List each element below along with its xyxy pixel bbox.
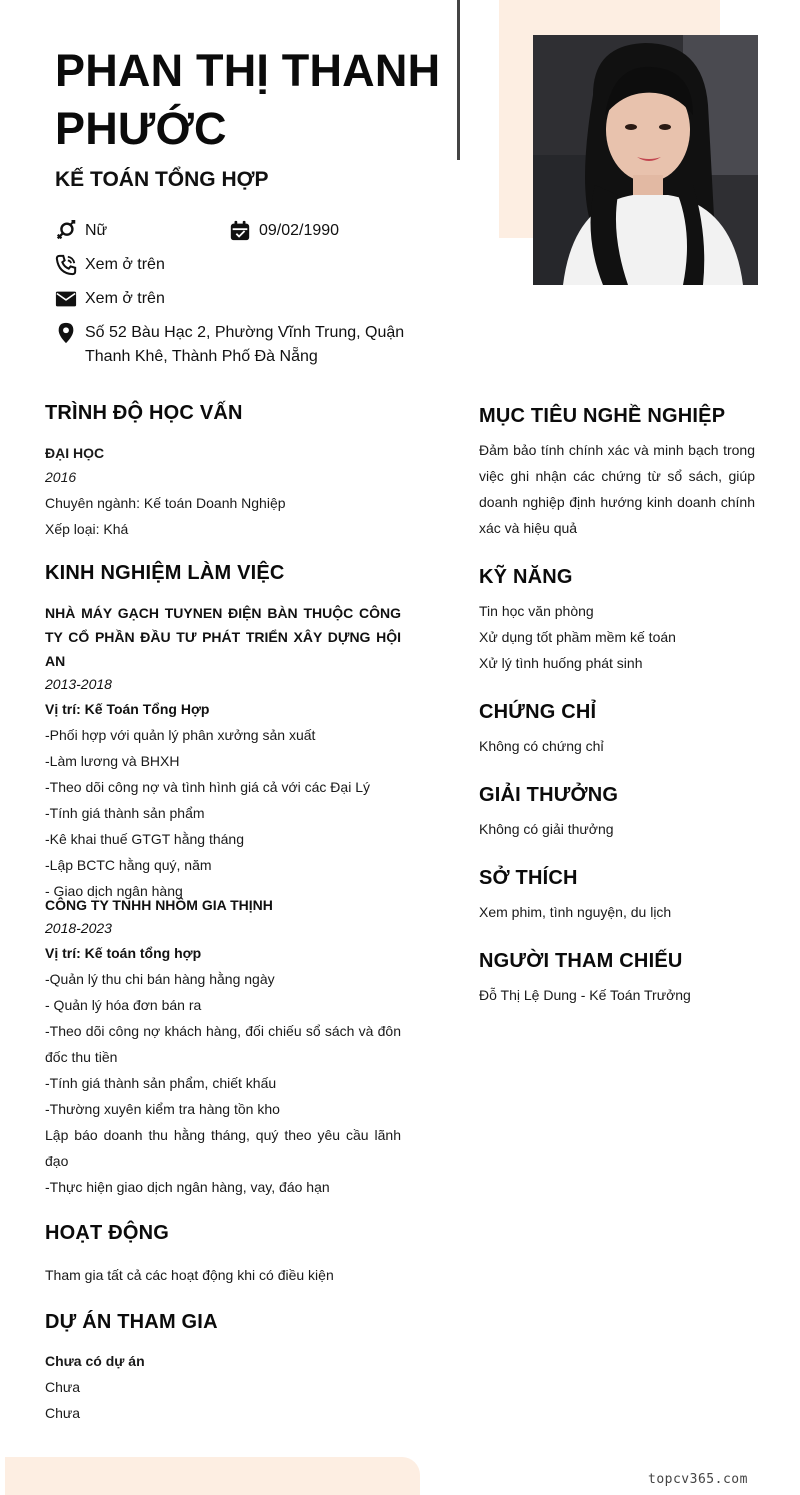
education-grade: Xếp loại: Khá xyxy=(45,521,129,537)
projects-section xyxy=(45,1348,401,1426)
job-1-duties xyxy=(45,722,401,904)
job-1-period: 2013-2018 xyxy=(45,676,112,692)
job-2-duty: Lập báo doanh thu hằng tháng, quý theo yêu cầu lãnh đạo xyxy=(45,1127,401,1169)
education-major: Chuyên ngành: Kế toán Doanh Nghiệp xyxy=(45,495,286,511)
job-entry-2 xyxy=(45,893,401,1200)
job-2-duty: -Thực hiện giao dịch ngân hàng, vay, đáo hạn xyxy=(45,1179,330,1195)
birthdate-row xyxy=(229,219,339,243)
skill-item: Tin học văn phòng xyxy=(479,603,594,619)
gender-icon xyxy=(55,220,77,242)
email-value: Xem ở trên xyxy=(85,290,165,307)
job-1-position: Vị trí: Kế Toán Tổng Hợp xyxy=(45,701,210,717)
birthdate-value: 09/02/1990 xyxy=(259,222,340,239)
objective-text: Đảm bảo tính chính xác và minh bạch trong việc ghi nhận các chứng từ sổ sách, giúp doanh nghiệp định hướng kinh doanh chính xác và hiệu quả xyxy=(479,442,755,536)
job-1-company: NHÀ MÁY GẠCH TUYNEN ĐIỆN BÀN THUỘC CÔNG TY CỔ PHẦN ĐẦU TƯ PHÁT TRIỂN XÂY DỰNG HỘI AN xyxy=(45,605,401,669)
certificates-text: Không có chứng chỉ xyxy=(479,738,604,754)
job-1-duty: -Lập BCTC hằng quý, năm xyxy=(45,857,212,873)
job-title: KẾ TOÁN TỔNG HỢP xyxy=(55,168,269,191)
job-2-period: 2018-2023 xyxy=(45,920,112,936)
profile-photo xyxy=(533,35,758,285)
awards-text: Không có giải thưởng xyxy=(479,821,614,837)
footer-accent-bar xyxy=(5,1457,420,1495)
awards-heading: GIẢI THƯỞNG xyxy=(479,784,619,806)
education-year: 2016 xyxy=(45,469,77,485)
job-2-duties xyxy=(45,966,401,1200)
job-1-duty: -Tính giá thành sản phẩm xyxy=(45,805,205,821)
job-2-duty: -Quản lý thu chi bán hàng hằng ngày xyxy=(45,971,275,987)
skill-item: Xử lý tình huống phát sinh xyxy=(479,655,643,671)
job-2-company: CÔNG TY TNHH NHÔM GIA THỊNH xyxy=(45,897,273,913)
objective-heading: MỤC TIÊU NGHỀ NGHIỆP xyxy=(479,405,726,427)
education-heading: TRÌNH ĐỘ HỌC VẤN xyxy=(45,402,243,424)
job-1-duty: -Kê khai thuế GTGT hằng tháng xyxy=(45,831,244,847)
job-2-duty: -Thường xuyên kiểm tra hàng tồn kho xyxy=(45,1101,280,1117)
references-heading: NGƯỜI THAM CHIẾU xyxy=(479,950,683,972)
projects-heading: DỰ ÁN THAM GIA xyxy=(45,1311,218,1333)
job-1-duty: -Theo dõi công nợ và tình hình giá cả với các Đại Lý xyxy=(45,779,370,795)
envelope-icon xyxy=(55,288,77,310)
email-row xyxy=(55,287,165,311)
gender-value: Nữ xyxy=(85,222,108,239)
brand-watermark: topcv365.com xyxy=(648,1472,748,1487)
phone-value: Xem ở trên xyxy=(85,256,165,273)
skills-list xyxy=(479,598,755,676)
skills-heading: KỸ NĂNG xyxy=(479,566,573,588)
activities-heading: HOẠT ĐỘNG xyxy=(45,1222,170,1244)
phone-icon xyxy=(55,254,77,276)
header-divider xyxy=(457,0,460,160)
education-level: ĐẠI HỌC xyxy=(45,445,105,461)
references-text: Đỗ Thị Lệ Dung - Kế Toán Trưởng xyxy=(479,987,691,1003)
address-value: Số 52 Bàu Hạc 2, Phường Vĩnh Trung, Quận Thanh Khê, Thành Phố Đà Nẵng xyxy=(85,324,405,365)
skill-item: Xử dụng tốt phầm mềm kế toán xyxy=(479,629,676,645)
project-name: Chưa có dự án xyxy=(45,1353,145,1369)
education-section xyxy=(45,440,401,542)
calendar-icon xyxy=(229,220,251,242)
certificates-heading: CHỨNG CHỈ xyxy=(479,701,597,723)
job-2-duty: - Quản lý hóa đơn bán ra xyxy=(45,997,202,1013)
job-1-duty: - Giao dịch ngân hàng xyxy=(45,883,183,899)
job-2-position: Vị trí: Kế toán tổng hợp xyxy=(45,945,202,961)
hobbies-heading: SỞ THÍCH xyxy=(479,867,578,889)
job-1-duty: -Phối hợp với quản lý phân xưởng sản xuất xyxy=(45,727,316,743)
job-entry-1 xyxy=(45,601,401,904)
gender-row xyxy=(55,219,107,243)
location-pin-icon xyxy=(55,322,77,344)
experience-heading: KINH NGHIỆM LÀM VIỆC xyxy=(45,562,285,584)
portrait-image xyxy=(533,35,758,285)
phone-row xyxy=(55,253,165,277)
address-row xyxy=(55,321,415,369)
project-line: Chưa xyxy=(45,1379,81,1395)
job-2-duty: -Theo dõi công nợ khách hàng, đối chiếu sổ sách và đôn đốc thu tiền xyxy=(45,1023,401,1065)
hobbies-text: Xem phim, tình nguyện, du lịch xyxy=(479,904,672,920)
candidate-name: PHAN THỊ THANH PHƯỚC xyxy=(55,45,441,154)
activities-text: Tham gia tất cả các hoạt động khi có điều kiện xyxy=(45,1267,334,1283)
project-line: Chưa xyxy=(45,1405,81,1421)
job-2-duty: -Tính giá thành sản phẩm, chiết khấu xyxy=(45,1075,277,1091)
job-1-duty: -Làm lương và BHXH xyxy=(45,753,180,769)
